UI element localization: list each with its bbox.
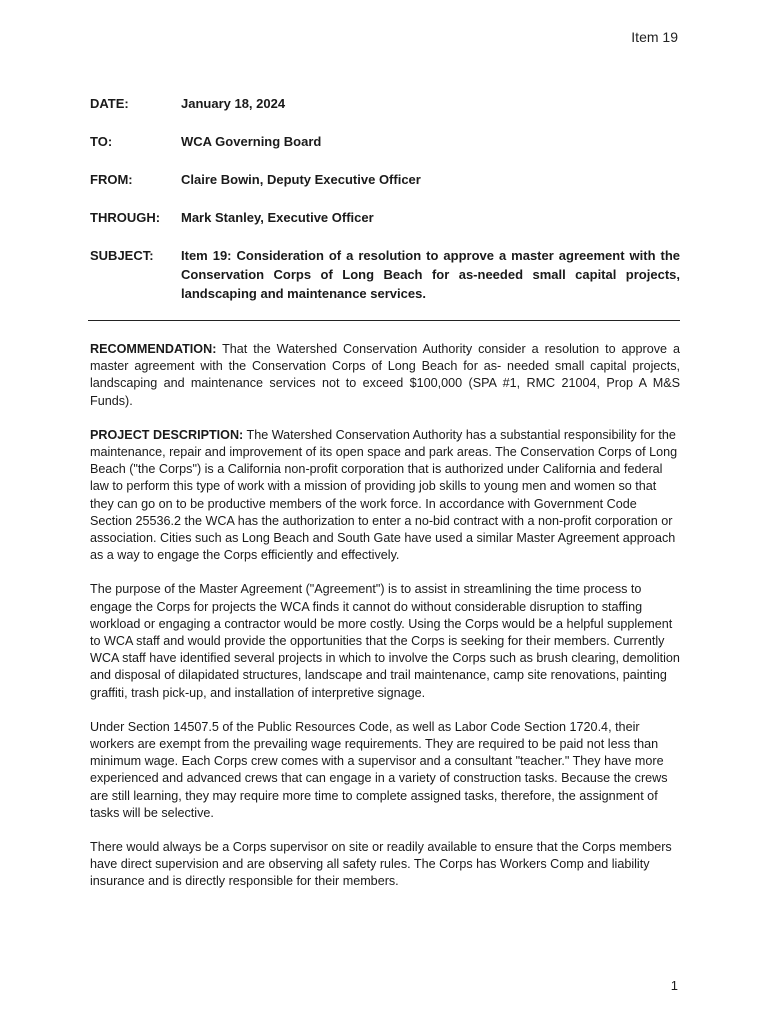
subject-label: SUBJECT: [90,248,154,263]
supervision-paragraph: There would always be a Corps supervisor on site or readily available to ensure that the Corps members have direct supervision and are observing all safety rules. The Corps has Workers Comp and liability insurance and is directly responsible for their members. [90,840,672,889]
wage-paragraph: Under Section 14507.5 of the Public Resources Code, as well as Labor Code Section 1720.4, their workers are exempt from the prevailing wage requirements. They are required to be paid not less than minimum wage. Each Corps crew comes with a supervisor and a consultant "teacher." They have more experienced and advanced crews that can engage in a variety of construction tasks. Because the crews are still learning, they may require more time to complete assigned tasks, therefore, the assignment of tasks will be selective. [90,719,668,820]
memo-header [90,94,680,322]
recommendation-heading: RECOMMENDATION: [90,342,217,356]
memo-body [90,341,680,908]
recommendation-text: That the Watershed Conservation Authority consider a resolution to approve a master agreement with the Conservation Corps of Long Beach for as- needed small capital projects, landscaping and maintenance services not to exceed $100,000 (SPA #1, RMC 21004, Prop A M&S Funds). [90,342,680,408]
from-row [90,170,680,189]
from-label: FROM: [90,172,133,187]
to-row [90,132,680,151]
project-description-heading: PROJECT DESCRIPTION: [90,427,244,442]
purpose-paragraph: The purpose of the Master Agreement ("Agreement") is to assist in streamlining the time process to engage the Corps for projects the WCA finds it cannot do without considerable disruption to staffing workload or engaging a contractor would be more costly. Using the Corps would be a helpful supplement to WCA staff and would provide the opportunities that the Corps is seeking for their members. Currently WCA staff have identified several projects in which to involve the Corps such as brush clearing, demolition and disposal of dilapidated structures, landscape and trail maintenance, camp site renovations, painting graffiti, trash pick-up, and installation of interpretive signage. [90,582,680,700]
through-value: Mark Stanley, Executive Officer [181,210,374,225]
through-row [90,208,680,227]
date-label: DATE: [90,96,129,111]
recommendation-paragraph [90,341,680,410]
to-label: TO: [90,134,113,149]
from-value: Claire Bowin, Deputy Executive Officer [181,172,421,187]
header-divider [88,320,680,321]
date-row [90,94,680,113]
item-label: Item 19 [631,29,678,45]
project-description-text: The Watershed Conservation Authority has a substantial responsibility for the maintenance, repair and improvement of its open space and park areas. The Conservation Corps of Long Beach ("the Corps") is a California non-profit corporation that is authorized under California and federal law to perform this type of work with a mission of providing job skills to young men and women so that they can go on to be productive members of the work force. In accordance with Government Code Section 25536.2 the WCA has the authorization to enter a no-bid contract with a non-profit corporation or association. Cities such as Long Beach and South Gate have used a similar Master Agreement approach as a way to engage the Corps efficiently and effectively. [90,427,678,563]
page-number: 1 [670,978,678,993]
to-value: WCA Governing Board [181,134,322,149]
through-label: THROUGH: [90,210,161,225]
date-value: January 18, 2024 [181,96,286,111]
subject-value: Item 19: Consideration of a resolution to approve a master agreement with the Conservation Corps of Long Beach for as-needed small capital projects, landscaping and maintenance services. [181,248,680,301]
subject-row [90,246,680,303]
project-description-paragraph [90,427,680,565]
